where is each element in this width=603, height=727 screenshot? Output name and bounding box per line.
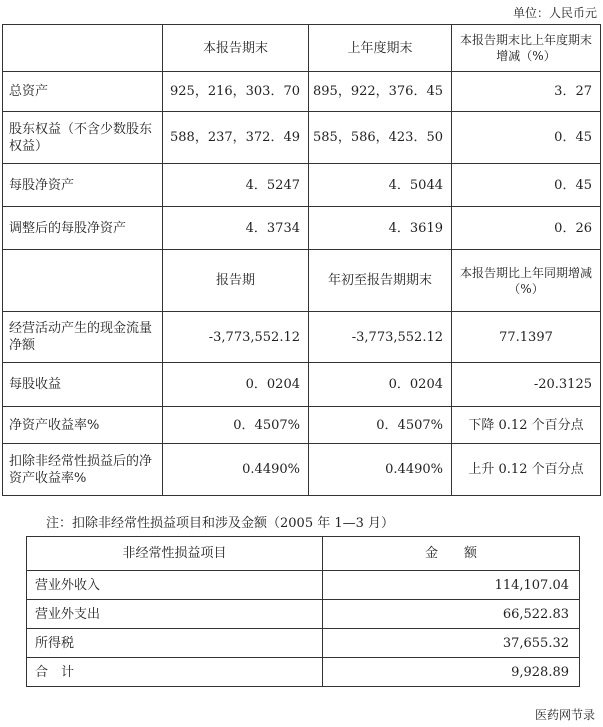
source-credit: 医药网节录 [534, 708, 595, 722]
cell-value: 0．0204 [309, 363, 452, 407]
table-row [27, 629, 580, 658]
header-cell: 本报告期末比上年度期末增减（%） [452, 25, 601, 72]
item-label: 营业外支出 [27, 600, 323, 629]
cell-value: 925，216，303．70 [163, 72, 309, 112]
cell-value: 588，237，372．49 [163, 112, 309, 164]
non-recurring-items-table [26, 536, 580, 687]
header-cell: 报告期 [163, 250, 309, 312]
cell-value: 4．5044 [309, 164, 452, 207]
table-row [3, 164, 601, 207]
header-cell: 年初至报告期期末 [309, 250, 452, 312]
table-row [3, 444, 601, 496]
cell-value: 585，586，423．50 [309, 112, 452, 164]
header-cell: 上年度期末 [309, 25, 452, 72]
cell-value: 4．3734 [163, 207, 309, 250]
cell-value: 0．4507% [309, 407, 452, 444]
item-label: 合 计 [27, 658, 323, 687]
table-row [3, 72, 601, 112]
item-amount: 66,522.83 [323, 600, 580, 629]
cell-value: 0.4490% [309, 444, 452, 496]
cell-value: 895，922，376．45 [309, 72, 452, 112]
unit-label: 单位：人民币元 [512, 6, 597, 20]
cell-value: 0．45 [452, 112, 601, 164]
cell-value: 4．3619 [309, 207, 452, 250]
cell-value: 0．4507% [163, 407, 309, 444]
table-row [27, 658, 580, 687]
header-cell: 金 额 [323, 537, 580, 571]
table-row [27, 600, 580, 629]
cell-value: 3．27 [452, 72, 601, 112]
item-amount: 9,928.89 [323, 658, 580, 687]
table-row [3, 312, 601, 363]
cell-value: 0.4490% [163, 444, 309, 496]
cell-value: 下降 0.12 个百分点 [452, 407, 601, 444]
row-label: 每股净资产 [3, 164, 163, 207]
row-label: 扣除非经常性损益后的净资产收益率% [3, 444, 163, 496]
row-label: 经营活动产生的现金流量净额 [3, 312, 163, 363]
cell-value: 77.1397 [452, 312, 601, 363]
header-cell [3, 250, 163, 312]
header-cell: 本报告期末 [163, 25, 309, 72]
table-row [3, 112, 601, 164]
row-label: 调整后的每股净资产 [3, 207, 163, 250]
table-row [3, 407, 601, 444]
header-cell [3, 25, 163, 72]
cell-value: -20.3125 [452, 363, 601, 407]
table-row [27, 571, 580, 600]
item-amount: 37,655.32 [323, 629, 580, 658]
item-label: 营业外收入 [27, 571, 323, 600]
row-label: 每股收益 [3, 363, 163, 407]
table-note: 注：扣除非经常性损益项目和涉及金额（2005 年 1—3 月） [46, 516, 395, 531]
item-amount: 114,107.04 [323, 571, 580, 600]
cell-value: 0．0204 [163, 363, 309, 407]
item-label: 所得税 [27, 629, 323, 658]
row-label: 股东权益（不含少数股东权益） [3, 112, 163, 164]
table-header-row [27, 537, 580, 571]
cell-value: 上升 0.12 个百分点 [452, 444, 601, 496]
table-row [3, 363, 601, 407]
row-label: 总资产 [3, 72, 163, 112]
header-cell: 非经常性损益项目 [27, 537, 323, 571]
table-header-row [3, 25, 601, 72]
cell-value: -3,773,552.12 [309, 312, 452, 363]
table-header-row [3, 250, 601, 312]
cell-value: 0．26 [452, 207, 601, 250]
cell-value: 0．45 [452, 164, 601, 207]
row-label: 净资产收益率% [3, 407, 163, 444]
cell-value: -3,773,552.12 [163, 312, 309, 363]
financial-summary-table [2, 24, 601, 496]
cell-value: 4．5247 [163, 164, 309, 207]
header-cell: 本报告期比上年同期增减（%） [452, 250, 601, 312]
table-row [3, 207, 601, 250]
